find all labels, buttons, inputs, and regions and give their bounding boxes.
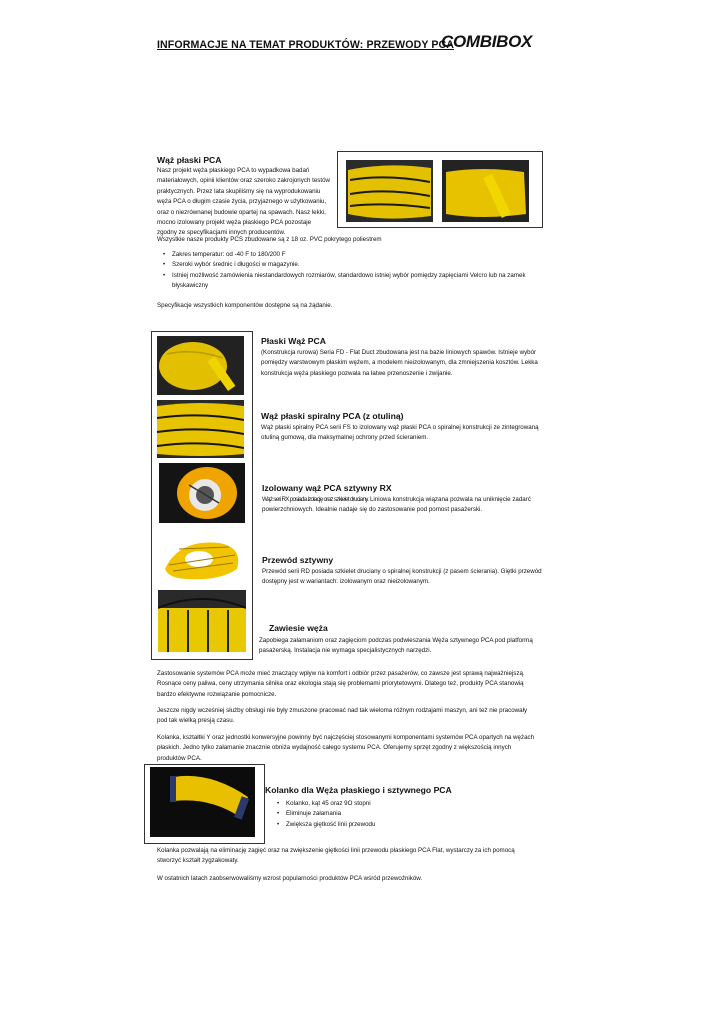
elbow-photo xyxy=(150,767,255,837)
product-title: Płaski Wąż PCA xyxy=(261,336,326,346)
paragraph: Kolanka, kształtki Y oraz jednostki konwersyjne powinny być najczęściej stosowanymi komponentami systemów PCA opartych na wężach płaskich. Jedno tylko załamanie znacznie obniża wydajność całego systemu PCA. Oferujemy sprzęt zgodny z większością innych produktów PCA. xyxy=(157,734,535,762)
insulated-rigid-hose-photo xyxy=(159,463,245,523)
product-description-rest: Liniowa konstrukcja wiązana pozwala na uniknięcie zadarć powierzchniowych. Idealnie nadaje się do zastosowanie pod pomost pasażerski. xyxy=(262,496,531,514)
closing-paragraph: W ostatnich latach zaobserwowaliśmy wzrost popularności produktów PCA wśród przewoźników. xyxy=(157,875,423,882)
intro-line: Nasz projekt węża płaskiego PCA to wypadkowa badań xyxy=(157,167,310,174)
paragraph: Zastosowanie systemów PCA może mieć znaczący wpływ na komfort i odbiór przez pasażerów, co zawsze jest sprawą najważniejszą. Rosnące ceny paliwa, ceny utrzymania silnika oraz ekologia stają się problemami priorytetowymi. Dlatego też, produkty PCA stanowią bardzo efektywne rozwiązanie pomocnicze. xyxy=(157,670,525,698)
bullet-item: • Zwiększa giętkość linii przewodu xyxy=(271,820,521,830)
product-title: Zawiesie węża xyxy=(269,623,328,633)
intro-bullets xyxy=(157,250,537,292)
product-description: Zapobiega załamaniom oraz zagięciom podczas podwieszania Węża sztywnego PCA pod platformą pasażerską. Instalacja nie wymaga specjalistycznych narzędzi. xyxy=(259,637,533,655)
closing-paragraph: Kolanka pozwalają na eliminację zagięć oraz na zwiększenie giętkości linii przewodu płaskiego PCA Flat, wystarczy za ich pomocą stworzyć kształt zygzakowaty. xyxy=(157,847,515,865)
rigid-hose-photo xyxy=(159,529,245,585)
bullet-item: • Szeroki wybór średnic i długości w magazynie. xyxy=(157,260,537,270)
product-description: Wąż płaski spiralny PCA serii FS to izolowany wąż płaski PCA o spiralnej konstrukcji ze zintegrowaną otuliną gumową, dla maksymalnej ochrony przed ścieraniem. xyxy=(261,424,539,442)
intro-line: mocno izolowany projekt węża płaskiego PCA pozostaje xyxy=(157,219,312,227)
intro-line: węża PCA o długim czasie życia, przyjaznego w użytkowaniu, xyxy=(157,198,327,206)
material-note: Wszystkie nasze produkty PCS zbudowane są z 18 oz. PVC pokrytego poliestrem xyxy=(157,236,382,243)
product-title: Wąż płaski spiralny PCA (z otuliną) xyxy=(261,411,404,421)
hose-sling-photo xyxy=(158,590,246,652)
spec-note: Specyfikacje wszystkich komponentów dostępne są na żądanie. xyxy=(157,302,333,309)
flat-hose-photo-2 xyxy=(442,160,529,222)
paragraph: Jeszcze nigdy wcześniej służby obsługi nie były zmuszone pracować nad tak wieloma różnym rodzajami maszyn, ani też nie pracowały pod tak wielką presją czasu. xyxy=(157,707,528,725)
product-description: Przewód serii RD posiada szkielet druciany o spiralnej konstrukcji (z pasem ścierania). Giętki przewód dostępny jest w wariantach: izolowanym oraz nieizolowanym. xyxy=(262,568,542,586)
bullet-item: • Istniej możliwość zamówienia niestandardowych rozmiarów, standardowo istniej wybór pomiędzy zapięciami Velcro lub na zamek błyskawiczny xyxy=(157,271,537,292)
bullet-item: • Zakres temperatur: od -40 F to 180/200 F xyxy=(157,250,537,260)
bullet-item: • Eliminuje załamania xyxy=(271,809,521,819)
page-title: INFORMACJE NA TEMAT PRODUKTÓW: PRZEWODY PCA xyxy=(157,39,454,51)
bullet-item: • Kolanko, kąt 45 oraz 9O stopni xyxy=(271,799,521,809)
product-description-prefix: Wąż seri RX posiada izolację oraz szkielet druciany. xyxy=(262,496,369,503)
product-title: Przewód sztywny xyxy=(262,555,334,565)
spiral-flat-hose-photo xyxy=(157,400,244,458)
product-description xyxy=(262,495,542,516)
intro-line: praktycznych. Przez lata skupiliśmy się na wyprodukowaniu xyxy=(157,187,321,195)
product-title: Izolowany wąż PCA sztywny RX xyxy=(262,483,392,493)
intro-line: zgodny ze specyfikacjami innych producentów. xyxy=(157,229,286,237)
flat-hose-photo-1 xyxy=(346,160,433,222)
brand-logo-text: COMBIBOX xyxy=(441,32,533,51)
intro-line: materiałowych, opinii klientów oraz szeroko zakrojonych testów xyxy=(157,177,330,185)
intro-line: oraz o niezrównanej budowie opartej na spawach. Nasz lekki, xyxy=(157,208,326,216)
intro-text xyxy=(157,166,335,239)
elbow-title: Kolanko dla Węża płaskiego i sztywnego PCA xyxy=(265,785,452,795)
intro-heading: Wąż płaski PCA xyxy=(157,155,222,165)
flat-hose-product-photo xyxy=(157,336,244,395)
elbow-bullets xyxy=(271,799,521,830)
product-description: (Konstrukcja rurowa) Seria FD - Flat Duct zbudowana jest na bazie liniowych spawów. Istnieje wybór pomiędzy warstwowym płaskim wężem, a modelem nieizolowanym, dla zmniejszenia kosztów. Lekka konstrukcja węża płaskiego pozwala na łatwe przenoszenie i zwijanie. xyxy=(261,349,538,377)
